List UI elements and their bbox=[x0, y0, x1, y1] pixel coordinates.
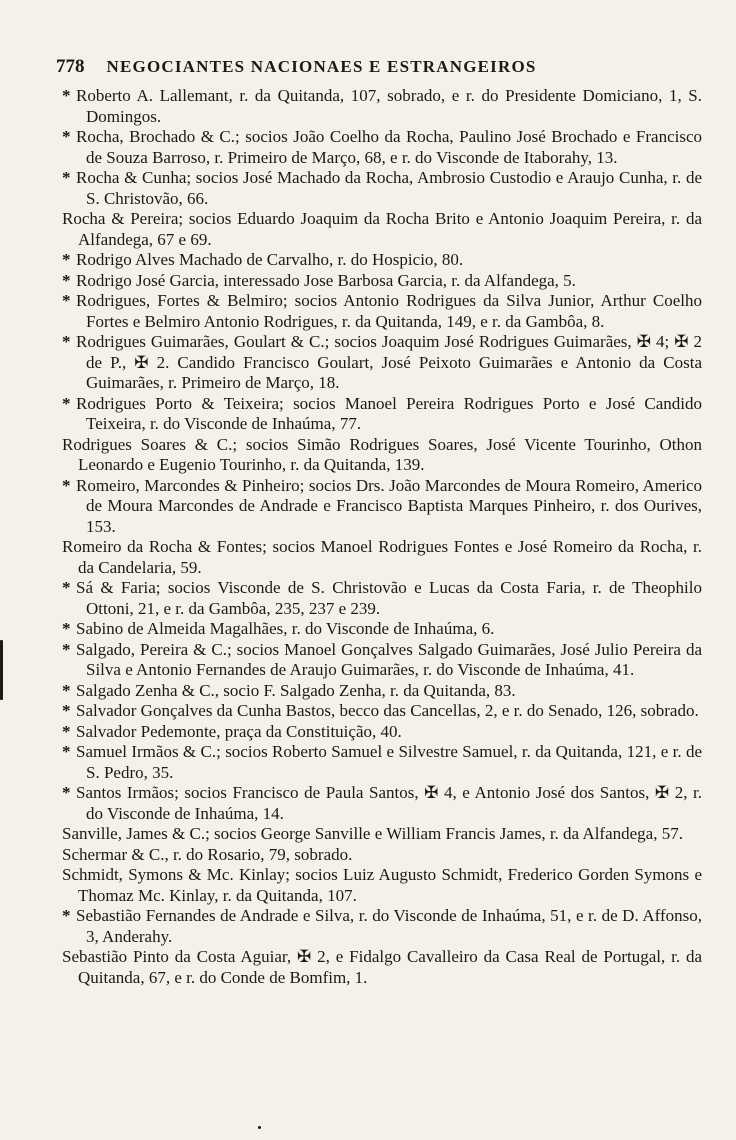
entry-asterisk-mark: * bbox=[62, 475, 71, 495]
entry-asterisk-mark: * bbox=[62, 332, 71, 351]
entry-text: Sabino de Almeida Magalhães, r. do Visconde de Inhaúma, 6. bbox=[76, 619, 495, 638]
entry-asterisk-mark: * bbox=[62, 742, 71, 761]
entry-asterisk-mark: * bbox=[62, 701, 71, 720]
entry-asterisk-mark: * bbox=[62, 127, 71, 146]
page-title: NEGOCIANTES NACIONAES E ESTRANGEIROS bbox=[106, 57, 537, 76]
entry-list bbox=[62, 86, 702, 988]
entry-text: Schmidt, Symons & Mc. Kinlay; socios Luiz Augusto Schmidt, Frederico Gorden Symons e Thomaz Mc. Kinlay, r. da Quitanda, 107. bbox=[62, 865, 702, 905]
entry-asterisk-mark: * bbox=[62, 619, 71, 638]
entry-text: Romeiro, Marcondes & Pinheiro; socios Drs. João Marcondes de Moura Romeiro, Americo de Moura Marcondes de Andrade e Francisco Baptista Marques Pinheiro, r. dos Ourives, 153. bbox=[76, 475, 702, 536]
directory-entry bbox=[62, 865, 702, 906]
entry-asterisk-mark: * bbox=[62, 393, 71, 413]
stray-ink-dot bbox=[258, 1126, 261, 1129]
entry-text: Rocha & Cunha; socios José Machado da Rocha, Ambrosio Custodio e Araujo Cunha, r. de S. Christovão, 66. bbox=[76, 168, 702, 208]
directory-entry bbox=[62, 435, 702, 476]
directory-entry bbox=[62, 476, 702, 538]
entry-asterisk-mark: * bbox=[62, 168, 71, 187]
entry-text: Salgado Zenha & C., socio F. Salgado Zenha, r. da Quitanda, 83. bbox=[76, 680, 516, 700]
directory-entry bbox=[62, 127, 702, 168]
directory-entry bbox=[62, 394, 702, 435]
directory-entry bbox=[62, 947, 702, 988]
directory-entry bbox=[62, 742, 702, 783]
entry-text: Roberto A. Lallemant, r. da Quitanda, 107, sobrado, e r. do Presidente Domiciano, 1, S. Domingos. bbox=[76, 86, 702, 126]
entry-asterisk-mark: * bbox=[62, 639, 71, 659]
directory-entry bbox=[62, 168, 702, 209]
entry-asterisk-mark: * bbox=[62, 578, 71, 597]
entry-text: Sebastião Fernandes de Andrade e Silva, r. do Visconde de Inhaúma, 51, e r. de D. Affonso, 3, Anderahy. bbox=[76, 906, 702, 946]
entry-text: Salvador Gonçalves da Cunha Bastos, becco das Cancellas, 2, e r. do Senado, 126, sobrado. bbox=[76, 701, 699, 720]
directory-entry bbox=[62, 619, 702, 640]
entry-asterisk-mark: * bbox=[62, 906, 71, 925]
entry-text: Rodrigues Soares & C.; socios Simão Rodrigues Soares, José Vicente Tourinho, Othon Leonardo e Eugenio Tourinho, r. da Quitanda, 139. bbox=[62, 434, 702, 474]
entry-text: Sebastião Pinto da Costa Aguiar, ✠ 2, e Fidalgo Cavalleiro da Casa Real de Portugal, r. da Quitanda, 67, e r. do Conde de Bomfim, 1. bbox=[62, 947, 702, 987]
entry-text: Salgado, Pereira & C.; socios Manoel Gonçalves Salgado Guimarães, José Julio Pereira da Silva e Antonio Fernandes de Araujo Guimarães, r. do Visconde de Inhaúma, 41. bbox=[76, 639, 702, 679]
directory-entry bbox=[62, 824, 702, 845]
directory-entry bbox=[62, 86, 702, 127]
entry-asterisk-mark: * bbox=[62, 86, 71, 105]
entry-text: Samuel Irmãos & C.; socios Roberto Samuel e Silvestre Samuel, r. da Quitanda, 121, e r. de S. Pedro, 35. bbox=[76, 742, 702, 782]
entry-asterisk-mark: * bbox=[62, 783, 71, 802]
entry-text: Rodrigo Alves Machado de Carvalho, r. do Hospicio, 80. bbox=[76, 250, 464, 269]
entry-text: Rodrigues, Fortes & Belmiro; socios Antonio Rodrigues da Silva Junior, Arthur Coelho Fortes e Belmiro Antonio Rodrigues, r. da Quitanda, 149, e r. da Gambôa, 8. bbox=[76, 291, 702, 331]
directory-entry bbox=[62, 783, 702, 824]
directory-entry bbox=[62, 701, 702, 722]
entry-text: Santos Irmãos; socios Francisco de Paula Santos, ✠ 4, e Antonio José dos Santos, ✠ 2, r. do Visconde de Inhaúma, 14. bbox=[76, 783, 702, 823]
binding-edge-mark bbox=[0, 640, 3, 700]
entry-asterisk-mark: * bbox=[62, 250, 71, 269]
directory-entry bbox=[62, 250, 702, 271]
entry-text: Schermar & C., r. do Rosario, 79, sobrado. bbox=[62, 844, 353, 864]
directory-entry bbox=[62, 681, 702, 702]
entry-text: Rodrigo José Garcia, interessado Jose Barbosa Garcia, r. da Alfandega, 5. bbox=[76, 270, 576, 290]
directory-entry bbox=[62, 332, 702, 394]
directory-entry bbox=[62, 906, 702, 947]
directory-entry bbox=[62, 722, 702, 743]
directory-entry bbox=[62, 291, 702, 332]
entry-asterisk-mark: * bbox=[62, 291, 71, 310]
entry-text: Romeiro da Rocha & Fontes; socios Manoel Rodrigues Fontes e José Romeiro da Rocha, r. da Candelaria, 59. bbox=[62, 537, 702, 577]
entry-text: Salvador Pedemonte, praça da Constituição, 40. bbox=[76, 721, 402, 741]
directory-entry bbox=[62, 271, 702, 292]
entry-text: Sá & Faria; socios Visconde de S. Christovão e Lucas da Costa Faria, r. de Theophilo Ottoni, 21, e r. da Gambôa, 235, 237 e 239. bbox=[76, 578, 702, 618]
entry-text: Rodrigues Porto & Teixeira; socios Manoel Pereira Rodrigues Porto e José Candido Teixeira, r. do Visconde de Inhaúma, 77. bbox=[76, 393, 702, 433]
entry-asterisk-mark: * bbox=[62, 680, 71, 700]
directory-entry bbox=[62, 537, 702, 578]
entry-text: Sanville, James & C.; socios George Sanville e William Francis James, r. da Alfandega, 57. bbox=[62, 824, 683, 843]
entry-text: Rocha & Pereira; socios Eduardo Joaquim da Rocha Brito e Antonio Joaquim Pereira, r. da Alfandega, 67 e 69. bbox=[62, 209, 702, 249]
entry-asterisk-mark: * bbox=[62, 270, 71, 290]
entry-text: Rodrigues Guimarães, Goulart & C.; socios Joaquim José Rodrigues Guimarães, ✠ 4; ✠ 2 de P., ✠ 2. Candido Francisco Goulart, José Peixoto Guimarães e Antonio da Costa Guimarães, r. Primeiro de Março, 18. bbox=[76, 332, 702, 392]
entry-asterisk-mark: * bbox=[62, 721, 71, 741]
entry-text: Rocha, Brochado & C.; socios João Coelho da Rocha, Paulino José Brochado e Francisco de Souza Barroso, r. Primeiro de Março, 68, e r. do Visconde de Itaborahy, 13. bbox=[76, 127, 702, 167]
page-header bbox=[56, 56, 656, 78]
page-number: 778 bbox=[56, 56, 85, 77]
directory-entry bbox=[62, 209, 702, 250]
directory-entry bbox=[62, 845, 702, 866]
directory-entry bbox=[62, 578, 702, 619]
directory-entry bbox=[62, 640, 702, 681]
